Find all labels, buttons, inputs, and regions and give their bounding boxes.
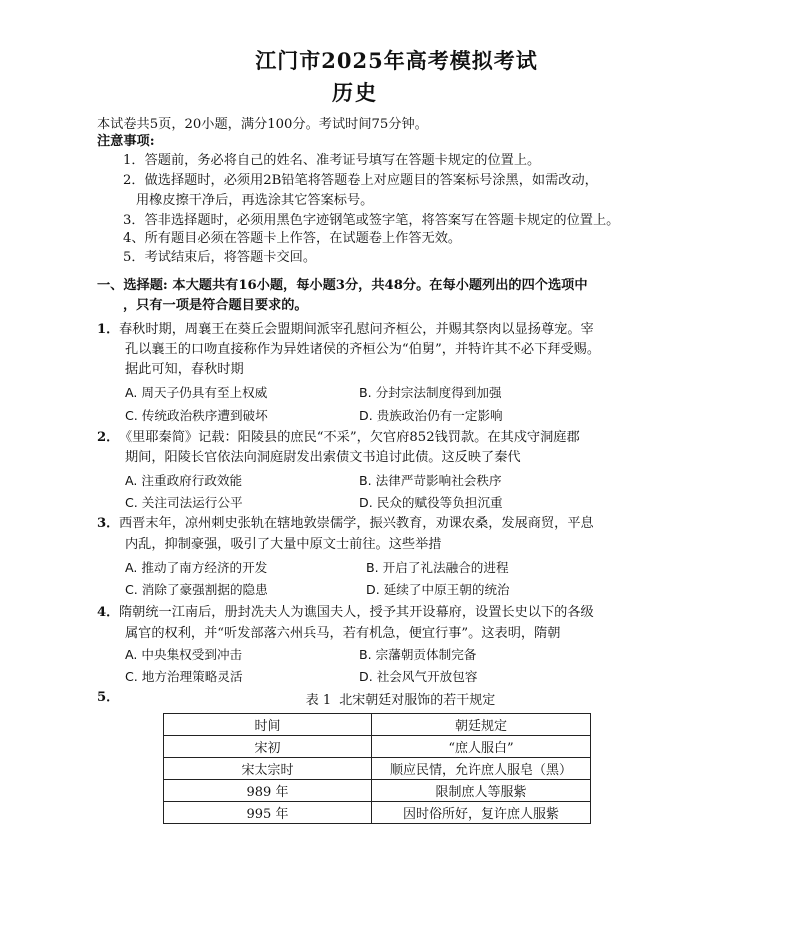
question-text: 春秋时期，周襄王在葵丘会盟期间派宰孔慰问齐桓公，并赐其祭肉以显扬尊宠。宰 xyxy=(119,322,594,337)
subject-title: 历史 xyxy=(332,80,378,105)
question-text: 《里耶秦简》记载：阳陵县的庶民“不采”，欠官府852钱罚款。在其戍守洞庭郡 xyxy=(119,430,580,445)
exam-title: 江门市2025年高考模拟考试 xyxy=(255,48,538,73)
question-text: 西晋末年，凉州刺史张轨在辖地敦崇儒学，振兴教育，劝课农桑，发展商贸，平息 xyxy=(119,516,594,531)
question-number: 5． xyxy=(97,690,120,705)
notice-title: 注意事项: xyxy=(97,134,155,149)
section-heading-cont: ，只有一项是符合题目要求的。 xyxy=(123,298,308,313)
section-heading: 一、选择题: 本大题共有16小题，每小题3分，共48分。在每小题列出的四个选项中 xyxy=(97,278,588,293)
question-text: 据此可知，春秋时期 xyxy=(125,362,244,377)
option-d: D. 社会风气开放包容 xyxy=(359,669,478,684)
question-text: 孔以襄王的口吻直接称作为异姓诸侯的齐桓公为“伯舅”，并特许其不必下拜受赐。 xyxy=(125,342,601,357)
table-cell: 989 年 xyxy=(164,780,372,802)
question-number: 2． xyxy=(97,430,120,445)
option-b: B. 宗藩朝贡体制完备 xyxy=(359,647,477,662)
table-cell: 995 年 xyxy=(164,802,372,824)
question-text: 属官的权利，并“听发部落六州兵马，若有机急，便宜行事”。这表明，隋朝 xyxy=(125,626,561,641)
exam-summary: 本试卷共5页，20小题，满分100分。考试时间75分钟。 xyxy=(97,117,428,132)
option-c: C. 传统政治秩序遭到破坏 xyxy=(125,408,268,423)
question-number: 1． xyxy=(97,322,120,337)
table-caption xyxy=(0,689,793,708)
option-b: B. 法律严苛影响社会秩序 xyxy=(359,473,502,488)
question-text: 期间，阳陵长官依法向洞庭尉发出索债文书追讨此债。这反映了秦代 xyxy=(125,450,521,465)
option-c: C. 地方治理策略灵活 xyxy=(125,669,243,684)
option-a: A. 注重政府行政效能 xyxy=(125,473,243,488)
table-row xyxy=(164,736,591,758)
table-header-row xyxy=(164,714,591,736)
table-caption-text: 北宋朝廷对服饰的若干规定 xyxy=(339,693,496,708)
table-row xyxy=(164,780,591,802)
table-row xyxy=(164,758,591,780)
notice-item: 1．答题前，务必将自己的姓名、准考证号填写在答题卡规定的位置上。 xyxy=(123,153,541,168)
table-cell: “庶人服白” xyxy=(372,736,591,758)
table-cell: 宋初 xyxy=(164,736,372,758)
table-cell: 宋太宗时 xyxy=(164,758,372,780)
table-header-cell: 时间 xyxy=(164,714,372,736)
question-number: 4． xyxy=(97,605,120,620)
question-text: 隋朝统一江南后，册封冼夫人为谯国夫人，授予其开设幕府，设置长史以下的各级 xyxy=(119,605,594,620)
option-a: A. 推动了南方经济的开发 xyxy=(125,560,268,575)
option-d: D. 延续了中原王朝的统治 xyxy=(366,582,510,597)
option-a: A. 中央集权受到冲击 xyxy=(125,647,243,662)
notice-item: 用橡皮擦干净后，再选涂其它答案标号。 xyxy=(136,193,374,208)
option-c: C. 关注司法运行公平 xyxy=(125,495,243,510)
table-row xyxy=(164,802,591,824)
option-c: C. 消除了豪强割据的隐患 xyxy=(125,582,268,597)
notice-item: 2．做选择题时，必须用2B铅笔将答题卷上对应题目的答案标号涂黑，如需改动， xyxy=(123,173,598,188)
table-cell: 顺应民情，允许庶人服皂（黑） xyxy=(372,758,591,780)
option-b: B. 开启了礼法融合的进程 xyxy=(366,560,509,575)
question-number: 3． xyxy=(97,516,120,531)
option-b: B. 分封宗法制度得到加强 xyxy=(359,385,502,400)
notice-item: 5．考试结束后，将答题卡交回。 xyxy=(123,250,317,265)
table-cell: 限制庶人等服紫 xyxy=(372,780,591,802)
notice-item: 4、所有题目必须在答题卡上作答，在试题卷上作答无效。 xyxy=(123,231,462,246)
question-text: 内乱，抑制豪强，吸引了大量中原文士前往。这些举措 xyxy=(125,537,442,552)
notice-item: 3．答非选择题时，必须用黑色字迹钢笔或签字笔，将答案写在答题卡规定的位置上。 xyxy=(123,213,620,228)
table-cell: 因时俗所好，复许庶人服紫 xyxy=(372,802,591,824)
option-d: D. 民众的赋役等负担沉重 xyxy=(359,495,503,510)
table-caption-label: 表 1 xyxy=(305,693,332,708)
regulation-table xyxy=(163,713,591,824)
option-a: A. 周天子仍具有至上权威 xyxy=(125,385,268,400)
option-d: D. 贵族政治仍有一定影响 xyxy=(359,408,503,423)
table-header-cell: 朝廷规定 xyxy=(372,714,591,736)
